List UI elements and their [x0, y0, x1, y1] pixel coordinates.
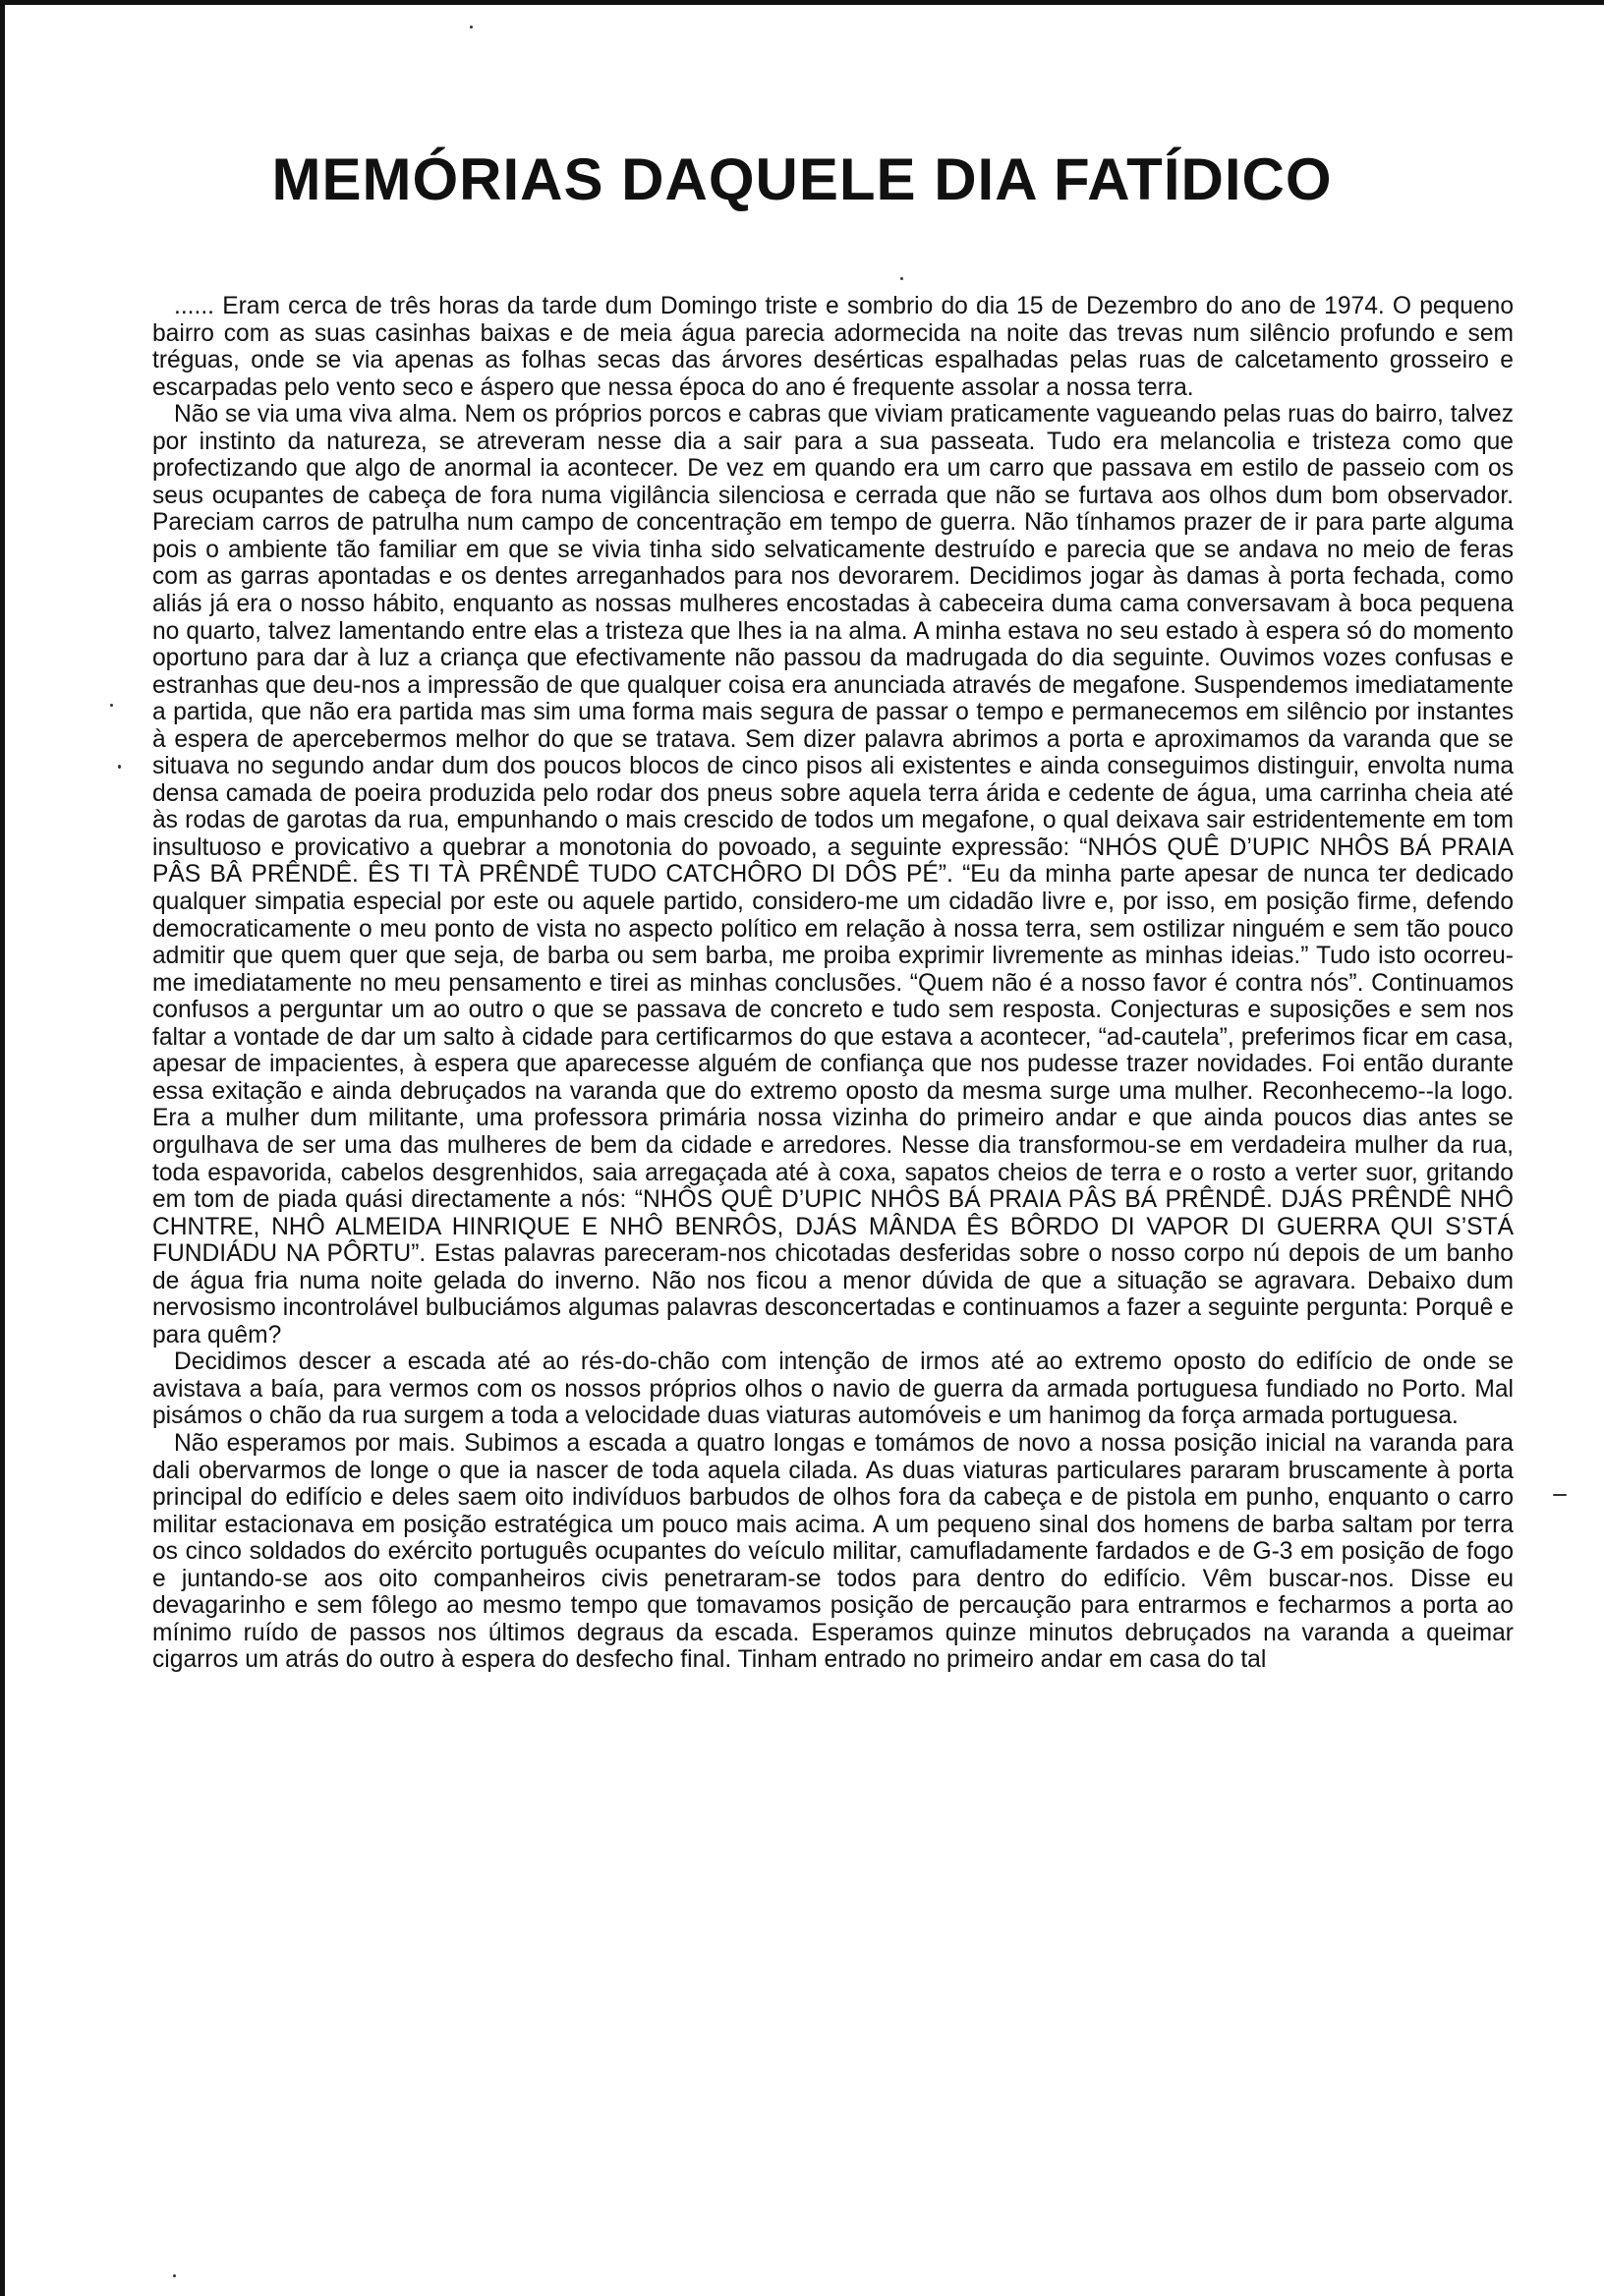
scan-speck	[110, 704, 113, 707]
document-body	[152, 293, 1514, 1674]
paragraph-3: Decidimos descer a escada até ao rés-do-chão com intenção de irmos até ao extremo oposto do edifício de onde se avistava a baía, para vermos com os nossos próprios olhos o navio de guerra da armada portuguesa fundiado no Porto. Mal pisámos o chão da rua surgem a toda a velocidade duas viaturas automóveis e um hanimog da força armada portuguesa.	[152, 1349, 1514, 1430]
scan-edge-top	[0, 0, 1604, 5]
scan-speck	[1553, 1494, 1567, 1496]
document-title: MEMÓRIAS DAQUELE DIA FATÍDICO	[271, 146, 1333, 212]
paragraph-1: ...... Eram cerca de três horas da tarde dum Domingo triste e sombrio do dia 15 de Dezembro do ano de 1974. O pequeno bairro com as suas casinhas baixas e de meia água parecia adormecida na noite das trevas num silêncio profundo e sem tréguas, onde se via apenas as folhas secas das árvores desérticas espalhadas pelas ruas de calcetamento grosseiro e escarpadas pelo vento seco e áspero que nessa época do ano é frequente assolar a nossa terra.	[152, 293, 1514, 401]
scan-speck	[900, 277, 903, 280]
scan-speck	[118, 765, 121, 769]
paragraph-4: Não esperamos por mais. Subimos a escada a quatro longas e tomámos de novo a nossa posição inicial na varanda para dali obervarmos de longe o que ia nascer de toda aquela cilada. As duas viaturas particulares pararam bruscamente à porta principal do edifício e deles saem oito indivíduos barbudos de olhos fora da cabeça e de pistola em punho, enquanto o carro militar estacionava em posição estratégica um pouco mais acima. A um pequeno sinal dos homens de barba saltam por terra os cinco soldados do exército português ocupantes do veículo militar, camufladamente fardados e de G-3 em posição de fogo e juntando-se aos oito companheiros civis penetraram-se todos para dentro do edifício. Vêm buscar-nos. Disse eu devagarinho e sem fôlego ao mesmo tempo que tomavamos posição de percaução para entrarmos e fecharmos a porta ao mínimo ruído de passos nos últimos degraus da escada. Esperamos quinze minutos debruçados na varanda a queimar cigarros um atrás do outro à espera do desfecho final. Tinham entrado no primeiro andar em casa do tal	[152, 1429, 1514, 1674]
scan-speck	[173, 2274, 176, 2277]
scan-edge-left	[0, 0, 5, 2296]
paragraph-2: Não se via uma viva alma. Nem os próprios porcos e cabras que viviam praticamente vagueando pelas ruas do bairro, talvez por instinto da natureza, se atreveram nesse dia a sair para a sua passeata. Tudo era melancolia e tristeza como que profectizando que algo de anormal ia acontecer. De vez em quando era um carro que passava em estilo de passeio com os seus ocupantes de cabeça de fora numa vigilância silenciosa e cerrada que não se furtava aos olhos dum bom observador. Pareciam carros de patrulha num campo de concentração em tempo de guerra. Não tínhamos prazer de ir para parte alguma pois o ambiente tão familiar em que se vivia tinha sido selvaticamente destruído e parecia que se andava no meio de feras com as garras apontadas e os dentes arreganhados para nos devorarem. Decidimos jogar às damas à porta fechada, como aliás já era o nosso hábito, enquanto as nossas mulheres encostadas à cabeceira duma cama conversavam à boca pequena no quarto, talvez lamentando entre elas a tristeza que lhes ia na alma. A minha estava no seu estado à espera só do momento oportuno para dar à luz a criança que efectivamente não passou da madrugada do dia seguinte. Ouvimos vozes confusas e estranhas que deu-nos a impressão de que qualquer coisa era anunciada através de megafone. Suspendemos imediatamente a partida, que não era partida mas sim uma forma mais segura de passar o tempo e permanecemos em silêncio por instantes à espera de apercebermos melhor do que se tratava. Sem dizer palavra abrimos a porta e aproximamos da varanda que se situava no segundo andar dum dos poucos blocos de cinco pisos ali existentes e ainda conseguimos distinguir, envolta numa densa camada de poeira produzida pelo rodar dos pneus sobre aquela terra árida e cedente de água, uma carrinha cheia até às rodas de garotas da rua, empunhando o mais crescido de todos um megafone, o qual deixava sair estridentemente em tom insultuoso e provicativo a quebrar a monotonia do povoado, a seguinte expressão: “NHÓS QUÊ D’UPIC NHÔS BÁ PRAIA PÂS BÂ PRÊNDÊ. ÊS TI TÀ PRÊNDÊ TUDO CATCHÔRO DI DÔS PÉ”. “Eu da minha parte apesar de nunca ter dedicado qualquer simpatia especial por este ou aquele partido, considero-me um cidadão livre e, por isso, em posição firme, defendo democraticamente o meu ponto de vista no aspecto político em relação à nossa terra, sem ostilizar ninguém e sem tão pouco admitir que quem quer que seja, de barba ou sem barba, me proiba exprimir livremente as minhas ideias.” Tudo isto ocorreu-me imediatamente no meu pensamento e tirei as minhas conclusões. “Quem não é a nosso favor é contra nós”. Continuamos confusos a perguntar um ao outro o que se passava de concreto e tudo sem resposta. Conjecturas e suposições e sem nos faltar a vontade de dar um salto à cidade para certificarmos do que estava a acontecer, “ad-cautela”, preferimos ficar em casa, apesar de impacientes, à espera que aparecesse alguém de confiança que nos pudesse trazer novidades. Foi então durante essa exitação e ainda debruçados na varanda que do extremo oposto da mesma surge uma mulher. Reconhecemo--la logo. Era a mulher dum militante, uma professora primária nossa vizinha do primeiro andar e que ainda poucos dias antes se orgulhava de ser uma das mulheres de bem da cidade e arredores. Nesse dia transformou-se em verdadeira mulher da rua, toda espavorida, cabelos desgrenhidos, saia arregaçada até à coxa, sapatos cheios de terra e o rosto a verter suor, gritando em tom de piada quási directamente a nós: “NHÔS QUÊ D’UPIC NHÔS BÁ PRAIA PÂS BÁ PRÊNDÊ. DJÁS PRÊNDÊ NHÔ CHNTRE, NHÔ ALMEIDA HINRIQUE E NHÔ BENRÔS, DJÁS MÂNDA ÊS BÔRDO DI VAPOR DI GUERRA QUI S’STÁ FUNDIÁDU NA PÔRTU”. Estas palavras pareceram-nos chicotadas desferidas sobre o nosso corpo nú depois de um banho de água fria numa noite gelada do inverno. Não nos ficou a menor dúvida de que a situação se agravara. Debaixo dum nervosismo incontrolável bulbuciámos algumas palavras desconcertadas e continuamos a fazer a seguinte pergunta: Porquê e para quêm?	[152, 401, 1514, 1349]
scan-speck	[470, 26, 473, 29]
